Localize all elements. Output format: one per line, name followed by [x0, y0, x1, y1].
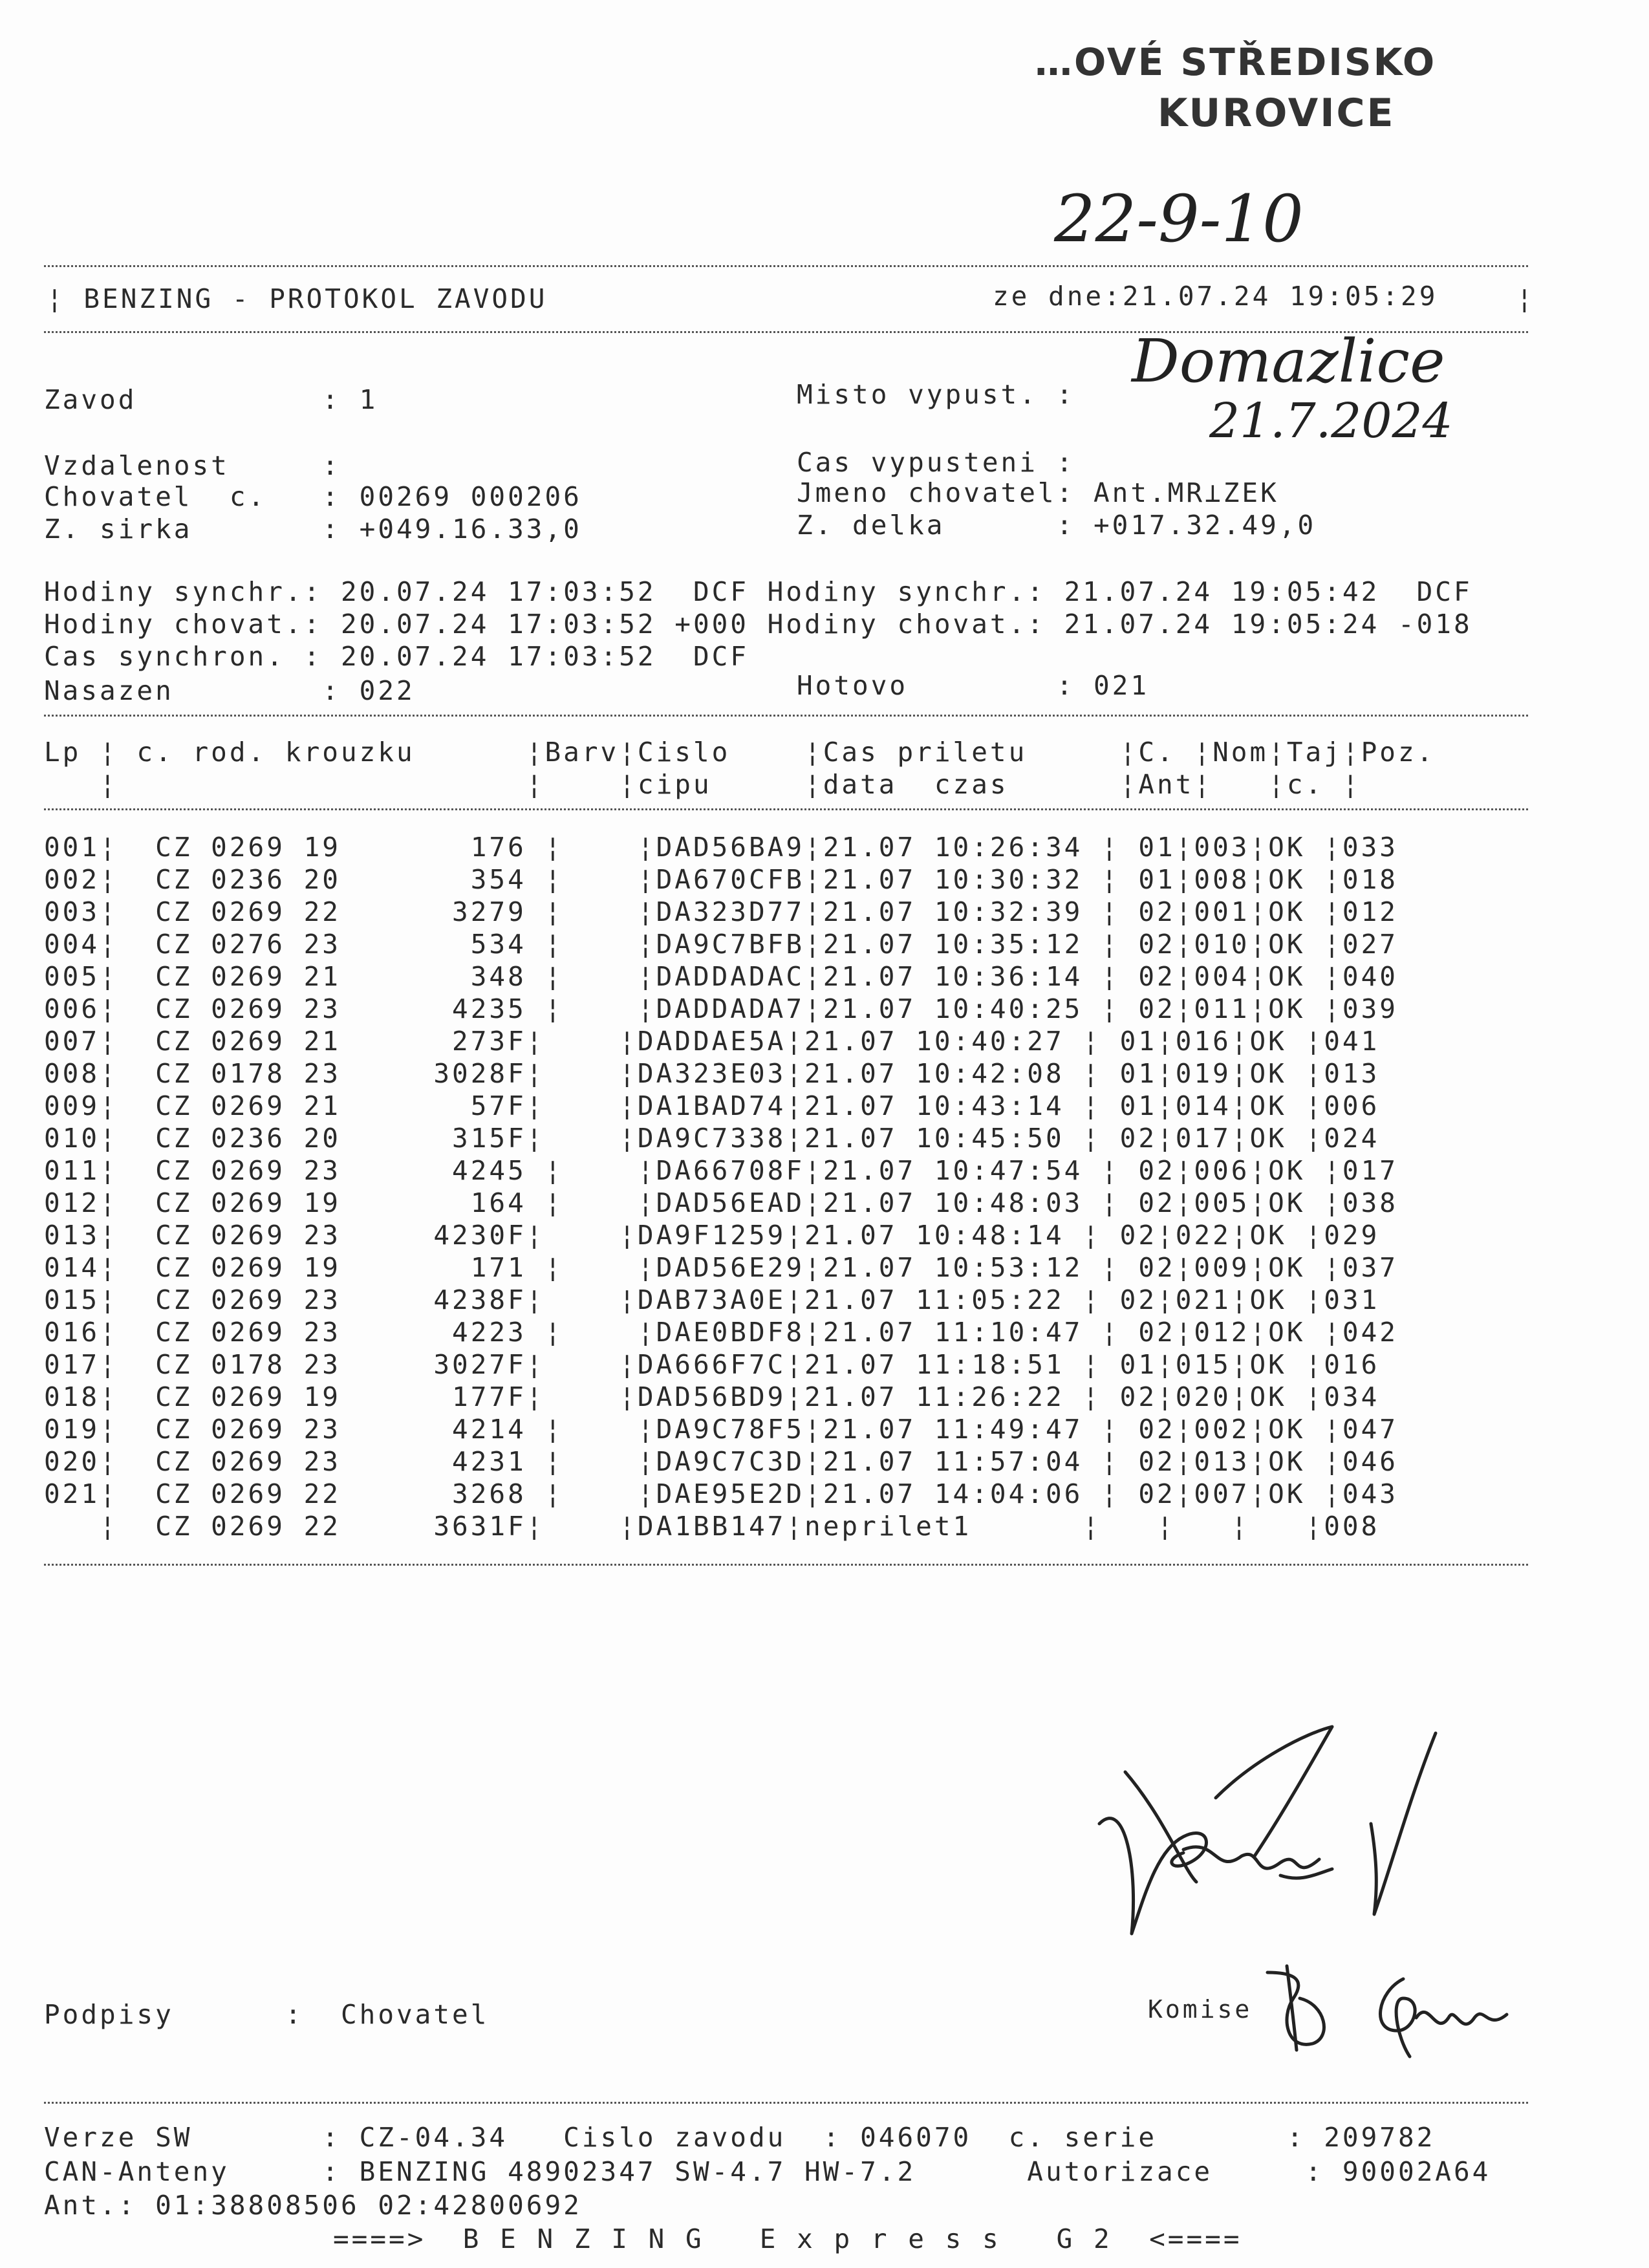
sirka-line: Z. sirka : +049.16.33,0 — [44, 513, 582, 545]
title-end-bar: ¦ — [1516, 283, 1535, 314]
table-row: 015¦ CZ 0269 23 4238F¦ ¦DAB73A0E¦21.07 11:05:22 ¦ 02¦021¦OK ¦031 — [44, 1284, 1380, 1315]
table-row: 013¦ CZ 0269 23 4230F¦ ¦DA9F1259¦21.07 10:48:14 ¦ 02¦022¦OK ¦029 — [44, 1220, 1380, 1251]
table-row: 010¦ CZ 0236 20 315F¦ ¦DA9C7338¦21.07 10:45:50 ¦ 02¦017¦OK ¦024 — [44, 1123, 1380, 1154]
table-row: ¦ CZ 0269 22 3631F¦ ¦DA1BB147¦neprilet1 ¦ ¦ ¦ ¦008 — [44, 1511, 1380, 1542]
vzdalenost-line: Vzdalenost : — [44, 450, 341, 481]
cas-vypusteni-line: Cas vypusteni : — [797, 447, 1075, 478]
chovat-line: Hodiny chovat.: 20.07.24 17:03:52 +000 Hodiny chovat.: 21.07.24 19:05:24 -018 — [44, 609, 1472, 640]
table-row: 007¦ CZ 0269 21 273F¦ ¦DADDAE5A¦21.07 10:40:27 ¦ 01¦016¦OK ¦041 — [44, 1026, 1380, 1057]
chovatel-line: Chovatel c. : 00269 000206 — [44, 481, 582, 512]
commission-signature — [1261, 1953, 1533, 2063]
table-row: 008¦ CZ 0178 23 3028F¦ ¦DA323E03¦21.07 10:42:08 ¦ 01¦019¦OK ¦013 — [44, 1058, 1380, 1089]
table-row: 002¦ CZ 0236 20 354 ¦ ¦DA670CFB¦21.07 10:30:32 ¦ 01¦008¦OK ¦018 — [44, 864, 1398, 895]
footer-line-4: ====> B E N Z I N G E x p r e s s G 2 <==== — [333, 2223, 1242, 2254]
table-row: 009¦ CZ 0269 21 57F¦ ¦DA1BAD74¦21.07 10:43:14 ¦ 01¦014¦OK ¦006 — [44, 1090, 1380, 1121]
footer-line-2: CAN-Anteny : BENZING 48902347 SW-4.7 HW-7.2 Autorizace : 90002A64 — [44, 2156, 1491, 2187]
stamp-line1: …OVÉ STŘEDISKO — [1035, 40, 1437, 84]
stamp-line2: KUROVICE — [1158, 91, 1396, 136]
handwritten-place: Domazlice — [1132, 327, 1445, 396]
misto-line: Misto vypust. : — [797, 379, 1075, 410]
protocol-title: ¦ BENZING - PROTOKOL ZAVODU — [47, 283, 548, 314]
breeder-signature — [1086, 1720, 1449, 1953]
footer-line-1: Verze SW : CZ-04.34 Cislo zavodu : 046070 c. serie : 209782 — [44, 2122, 1436, 2153]
sync-line: Hodiny synchr.: 20.07.24 17:03:52 DCF Hodiny synchr.: 21.07.24 19:05:42 DCF — [44, 576, 1472, 607]
table-row: 004¦ CZ 0276 23 534 ¦ ¦DA9C7BFB¦21.07 10:35:12 ¦ 02¦010¦OK ¦027 — [44, 929, 1398, 960]
cas-synchron-line: Cas synchron. : 20.07.24 17:03:52 DCF — [44, 641, 749, 672]
table-row: 005¦ CZ 0269 21 348 ¦ ¦DADDADAC¦21.07 10:36:14 ¦ 02¦004¦OK ¦040 — [44, 961, 1398, 992]
komise-label: Komise — [1148, 1995, 1253, 2024]
handwritten-place-date: 21.7.2024 — [1209, 393, 1453, 449]
table-row: 001¦ CZ 0269 19 176 ¦ ¦DAD56BA9¦21.07 10:26:34 ¦ 01¦003¦OK ¦033 — [44, 832, 1398, 863]
handwritten-date: 22-9-10 — [1054, 181, 1304, 257]
top-rule — [44, 265, 1528, 267]
table-row: 021¦ CZ 0269 22 3268 ¦ ¦DAE95E2D¦21.07 14:04:06 ¦ 02¦007¦OK ¦043 — [44, 1478, 1398, 1509]
zavod-line: Zavod : 1 — [44, 384, 378, 415]
table-row: 018¦ CZ 0269 19 177F¦ ¦DAD56BD9¦21.07 11:26:22 ¦ 02¦020¦OK ¦034 — [44, 1381, 1380, 1412]
podpisy-line: Podpisy : Chovatel — [44, 1999, 490, 2030]
jmeno-line: Jmeno chovatel: Ant.MR⊥ZEK — [797, 477, 1279, 508]
table-header-rule — [44, 808, 1528, 810]
footer-line-3: Ant.: 01:38808506 02:42800692 — [44, 2190, 582, 2221]
table-bottom-rule — [44, 1564, 1528, 1566]
delka-line: Z. delka : +017.32.49,0 — [797, 510, 1317, 541]
table-row: 006¦ CZ 0269 23 4235 ¦ ¦DADDADA7¦21.07 10:40:25 ¦ 02¦011¦OK ¦039 — [44, 993, 1398, 1024]
table-header-1: Lp ¦ c. rod. krouzku ¦Barv¦Cislo ¦Cas priletu ¦C. ¦Nom¦Taj¦Poz. — [44, 737, 1436, 768]
nasazen-line: Nasazen : 022 — [44, 675, 415, 706]
table-row: 020¦ CZ 0269 23 4231 ¦ ¦DA9C7C3D¦21.07 11:57:04 ¦ 02¦013¦OK ¦046 — [44, 1446, 1398, 1477]
table-row: 012¦ CZ 0269 19 164 ¦ ¦DAD56EAD¦21.07 10:48:03 ¦ 02¦005¦OK ¦038 — [44, 1187, 1398, 1218]
table-row: 011¦ CZ 0269 23 4245 ¦ ¦DA66708F¦21.07 10:47:54 ¦ 02¦006¦OK ¦017 — [44, 1155, 1398, 1186]
table-header-2: ¦ ¦ ¦cipu ¦data czas ¦Ant¦ ¦c. ¦ — [44, 769, 1361, 800]
table-row: 014¦ CZ 0269 19 171 ¦ ¦DAD56E29¦21.07 10:53:12 ¦ 02¦009¦OK ¦037 — [44, 1252, 1398, 1283]
hotovo-line: Hotovo : 021 — [797, 670, 1149, 701]
protocol-date: ze dne:21.07.24 19:05:29 — [993, 281, 1438, 312]
footer-rule — [44, 2102, 1528, 2104]
table-row: 016¦ CZ 0269 23 4223 ¦ ¦DAE0BDF8¦21.07 11:10:47 ¦ 02¦012¦OK ¦042 — [44, 1317, 1398, 1348]
table-row: 019¦ CZ 0269 23 4214 ¦ ¦DA9C78F5¦21.07 11:49:47 ¦ 02¦002¦OK ¦047 — [44, 1414, 1398, 1445]
table-row: 017¦ CZ 0178 23 3027F¦ ¦DA666F7C¦21.07 11:18:51 ¦ 01¦015¦OK ¦016 — [44, 1349, 1380, 1380]
info-rule — [44, 715, 1528, 717]
table-row: 003¦ CZ 0269 22 3279 ¦ ¦DA323D77¦21.07 10:32:39 ¦ 02¦001¦OK ¦012 — [44, 896, 1398, 927]
